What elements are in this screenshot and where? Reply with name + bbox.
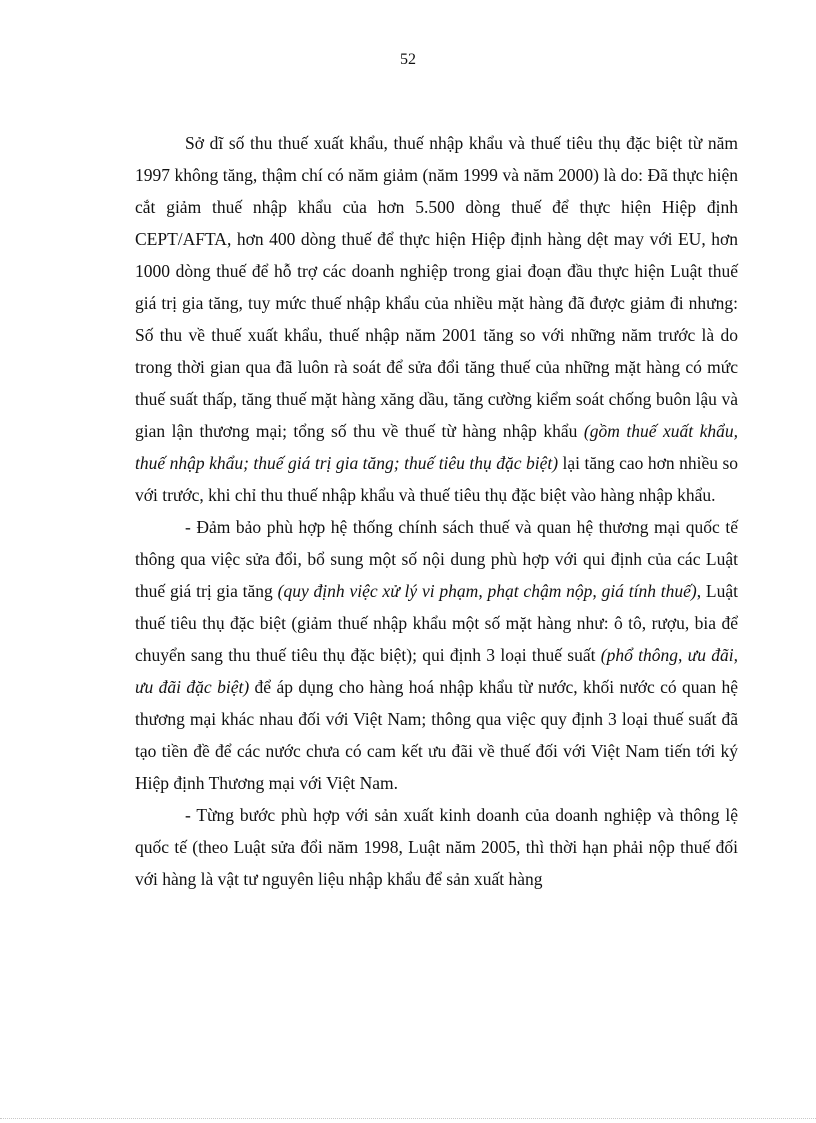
paragraph-text: lại tăng cao hơn nhiều so với trước, khi chỉ thu thuế nhập khẩu và thuế tiêu thụ đặc biệt vào hàng nhập khẩu. [135, 453, 739, 505]
paragraph-text: - Từng bước phù hợp với sản xuất kinh doanh của doanh nghiệp và thông lệ quốc tế (theo Luật sửa đổi năm 1998, Luật năm 2005, thì thời hạn phải nộp thuế đối với hàng là vật tư nguyên liệu nhập khẩu để sản xuất hàng [135, 805, 738, 889]
paragraph-text: Sở dĩ số thu thuế xuất khẩu, thuế nhập khẩu và thuế tiêu thụ đặc biệt từ năm 1997 không tăng, thậm chí có năm giảm (năm 1999 và năm 2000) là do: Đã thực hiện cắt giảm thuế nhập khẩu của hơn 5.500 dòng thuế để thực hiện Hiệp định CEPT/AFTA, hơn 400 dòng thuế để thực hiện Hiệp định hàng dệt may với EU, hơn 1000 dòng thuế để hỗ trợ các doanh nghiệp trong giai đoạn đầu thực hiện Luật thuế giá trị gia tăng, tuy mức thuế nhập khẩu của nhiều mặt hàng đã được giảm đi nhưng: Số thu về thuế xuất khẩu, thuế nhập năm 2001 tăng so với những năm trước là do trong thời gian qua đã luôn rà soát để sửa đổi tăng thuế của những mặt hàng có mức thuế suất thấp, tăng thuế mặt hàng xăng dầu, tăng cường kiểm soát chống buôn lậu và gian lận thương mại; tổng số thu về thuế từ hàng nhập khẩu [135, 133, 738, 441]
paragraph-italic-text: (quy định việc xử lý vi phạm, phạt chậm nộp, giá tính thuế) [277, 581, 697, 601]
paragraph-text: - Đảm bảo phù hợp hệ thống chính sách thuế và quan hệ thương mại quốc tế thông qua việc sửa đổi, bổ sung một số nội dung phù hợp với qui định của các Luật thuế giá trị gia tăng [135, 517, 738, 601]
paragraph-tax-revenue [135, 127, 738, 511]
paragraph-italic-text: (gồm thuế xuất khẩu, thuế nhập khẩu; thuế giá trị gia tăng; thuế tiêu thụ đặc biệt) [135, 421, 738, 473]
paragraph-text: , Luật thuế tiêu thụ đặc biệt (giảm thuế nhập khẩu một số mặt hàng như: ô tô, rượu, bia để chuyển sang thu thuế tiêu thụ đặc biệt); qui định 3 loại thuế suất [135, 581, 738, 665]
paragraph-business-practice [135, 799, 738, 895]
page-bottom-divider [0, 1118, 816, 1119]
paragraph-italic-text: (phổ thông, ưu đãi, ưu đãi đặc biệt) [135, 645, 738, 697]
document-body [135, 127, 738, 895]
page-number: 52 [400, 51, 416, 68]
paragraph-text: để áp dụng cho hàng hoá nhập khẩu từ nước, khối nước có quan hệ thương mại khác nhau đối với Việt Nam; thông qua việc quy định 3 loại thuế suất đã tạo tiền đề để các nước chưa có cam kết ưu đãi về thuế đối với Việt Nam tiến tới ký Hiệp định Thương mại với Việt Nam. [135, 677, 738, 793]
paragraph-policy-compliance [135, 511, 738, 799]
